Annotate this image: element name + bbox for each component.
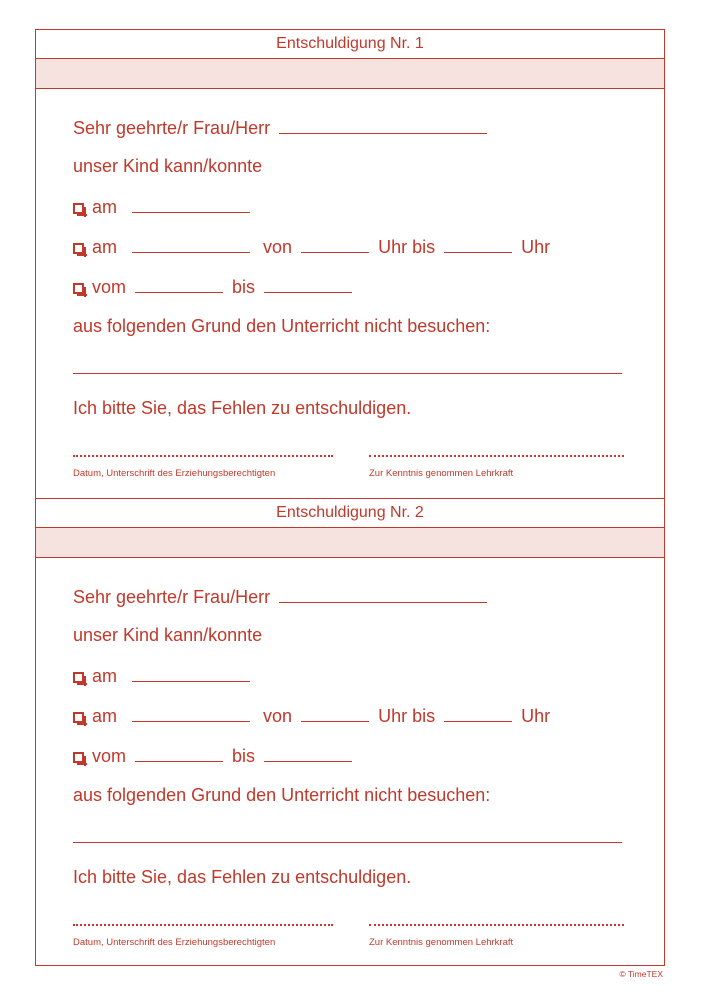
reason-line (73, 785, 490, 805)
reason-line (73, 316, 490, 336)
option-am-line (73, 665, 250, 686)
request-line (73, 867, 411, 887)
time-from-field[interactable] (301, 236, 369, 253)
uhr-label: Uhr (521, 237, 551, 257)
checkbox-am-time[interactable] (73, 243, 84, 254)
date-from-field[interactable] (135, 745, 223, 762)
option-vom-line (73, 745, 352, 766)
reason-field[interactable] (73, 842, 622, 843)
reason-text: aus folgenden Grund den Unterricht nicht besuchen: (73, 316, 491, 336)
parent-signature-field[interactable] (73, 455, 333, 457)
option-am-time-label: am (92, 706, 118, 726)
teacher-signature-label: Zur Kenntnis genommen Lehrkraft (369, 937, 514, 948)
option-am-time-line (73, 705, 550, 726)
bis-label: bis (232, 277, 256, 297)
time-to-field[interactable] (444, 705, 512, 722)
form-title-text: Entschuldigung Nr. 2 (276, 504, 424, 521)
uhr-bis-label: Uhr bis (378, 706, 436, 726)
checkbox-am[interactable] (73, 203, 84, 214)
form-title-text: Entschuldigung Nr. 1 (276, 35, 424, 52)
von-label: von (263, 706, 293, 726)
parent-signature-label: Datum, Unterschrift des Erziehungsberechtigten (73, 468, 276, 479)
intro-line (73, 156, 262, 176)
von-label: von (263, 237, 293, 257)
excuse-form-1 (36, 30, 664, 498)
uhr-bis-label: Uhr bis (378, 237, 436, 257)
recipient-name-field[interactable] (279, 117, 487, 134)
salutation-line (73, 586, 487, 607)
option-am-time-line (73, 236, 550, 257)
date-field[interactable] (132, 196, 250, 213)
teacher-signature-field[interactable] (369, 455, 624, 457)
option-am-time-label: am (92, 237, 118, 257)
bis-label: bis (232, 746, 256, 766)
date-field[interactable] (132, 705, 250, 722)
salutation-line (73, 117, 487, 138)
salutation-text: Sehr geehrte/r Frau/Herr (73, 118, 271, 138)
checkbox-am-time[interactable] (73, 712, 84, 723)
excuse-form-2 (36, 498, 664, 966)
option-vom-label: vom (92, 277, 127, 297)
title-band (36, 59, 664, 89)
teacher-signature-label: Zur Kenntnis genommen Lehrkraft (369, 468, 514, 479)
date-to-field[interactable] (264, 745, 352, 762)
option-am-label: am (92, 197, 118, 217)
reason-field[interactable] (73, 373, 622, 374)
reason-text: aus folgenden Grund den Unterricht nicht besuchen: (73, 785, 491, 805)
option-am-label: am (92, 666, 118, 686)
title-band (36, 528, 664, 558)
parent-signature-field[interactable] (73, 924, 333, 926)
option-vom-label: vom (92, 746, 127, 766)
date-to-field[interactable] (264, 276, 352, 293)
request-line (73, 398, 411, 418)
checkbox-vom[interactable] (73, 752, 84, 763)
document-sheet (35, 29, 665, 966)
uhr-label: Uhr (521, 706, 551, 726)
salutation-text: Sehr geehrte/r Frau/Herr (73, 587, 271, 607)
date-field[interactable] (132, 236, 250, 253)
time-to-field[interactable] (444, 236, 512, 253)
intro-text: unser Kind kann/konnte (73, 625, 263, 645)
option-vom-line (73, 276, 352, 297)
time-from-field[interactable] (301, 705, 369, 722)
form-title (36, 30, 664, 59)
request-text: Ich bitte Sie, das Fehlen zu entschuldigen. (73, 867, 412, 887)
form-title (36, 499, 664, 528)
teacher-signature-field[interactable] (369, 924, 624, 926)
parent-signature-label: Datum, Unterschrift des Erziehungsberechtigten (73, 937, 276, 948)
checkbox-am[interactable] (73, 672, 84, 683)
date-field[interactable] (132, 665, 250, 682)
recipient-name-field[interactable] (279, 586, 487, 603)
date-from-field[interactable] (135, 276, 223, 293)
copyright-notice: © TimeTEX (619, 969, 663, 979)
intro-text: unser Kind kann/konnte (73, 156, 263, 176)
intro-line (73, 625, 262, 645)
checkbox-vom[interactable] (73, 283, 84, 294)
option-am-line (73, 196, 250, 217)
request-text: Ich bitte Sie, das Fehlen zu entschuldigen. (73, 398, 412, 418)
